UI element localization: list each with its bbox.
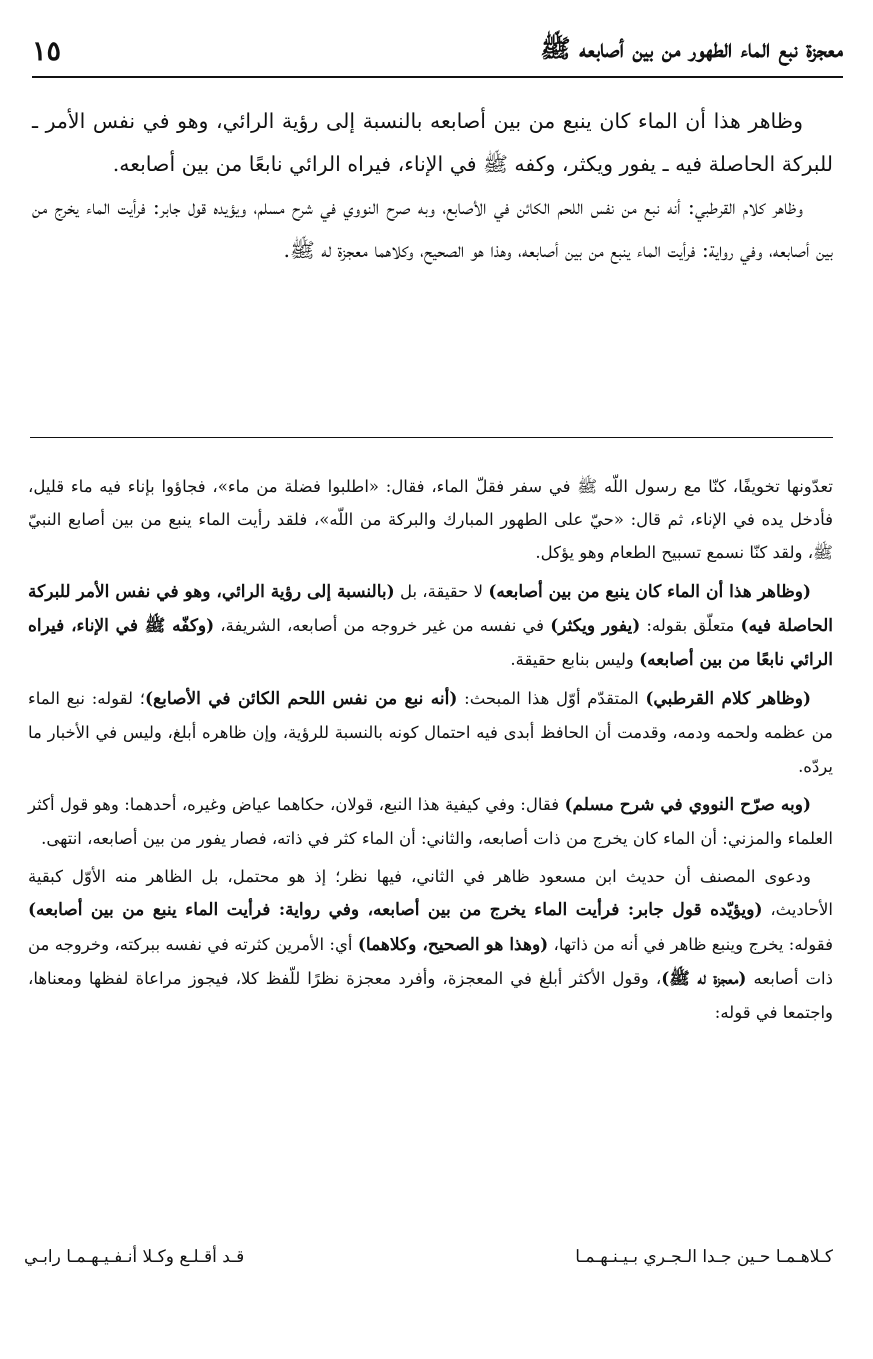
verse-second-hemistich: قـد أقـلـع وكـلا أنـفـيـهـمـا رابـي <box>24 1247 245 1267</box>
commentary-paragraph <box>28 860 833 1029</box>
quoted-matn: (معجزة له ﷺ) <box>661 968 747 989</box>
page-number: ١٥ <box>32 35 62 67</box>
commentary-text-run: في نفسه من غير خروجه من أصابعه، الشريفة، <box>214 615 551 635</box>
commentary-text-run: ؛ لقوله: نبع الماء من عظمه ولحمه ودمه، وقدمت أن الحافظ أبدى فيه احتمال كونه بالنسبة للرؤية، وإن ظاهره أبلغ، وليس في الأخبار ما يردّه. <box>28 689 833 776</box>
commentary-text-run: وليس بنابع حقيقة. <box>510 650 640 670</box>
quoted-matn: (يفور ويكثر) <box>550 615 641 636</box>
quoted-matn: (وظاهر هذا أن الماء كان ينبع من بين أصابعه) <box>488 581 811 602</box>
commentary-paragraph <box>28 682 833 783</box>
commentary-paragraph <box>28 788 833 855</box>
commentary-text-run: فقوله: يخرج وينبع ظاهر في أنه من ذاتها، <box>548 934 833 954</box>
footnote-separator <box>30 437 833 438</box>
quoted-matn: (وظاهر كلام القرطبي) <box>645 689 811 710</box>
commentary-text-run: المتقدّم أوّل هذا المبحث: <box>457 689 646 709</box>
quoted-matn: (أنه نبع من نفس اللحم الكائن في الأصابع) <box>145 689 458 710</box>
page-header <box>32 26 843 78</box>
commentary-text-run: فقال: وفي كيفية هذا النبع، قولان، حكاهما عياض وغيره، أحدهما: وهو قول أكثر العلماء والمزني: أن الماء كان يخرج من ذات أصابعه، والثاني: أن الماء كثر في ذاته، فصار يفور من بين أصابعه، انتهى. <box>28 794 833 849</box>
main-text <box>32 100 833 272</box>
quoted-matn: (وكفّه ﷺ في الإناء، فيراه الرائي نابعًا من بين أصابعه) <box>28 615 833 671</box>
commentary-paragraph: تعدّونها تخويفًا، كنّا مع رسول اللّه ﷺ في سفر فقلّ الماء، فقال: «اطلبوا فضلة من ماء»، فجاؤوا بإناء فيه ماء قليل، فأدخل يده في الإناء، ثم قال: «حيّ على الطهور المبارك والبركة من اللّه»، فلقد رأيت الماء ينبع من بين أصابع النبيّ ﷺ، ولقد كنّا نسمع تسبيح الطعام وهو يؤكل. <box>28 477 833 563</box>
verse-first-hemistich: كـلاهـمـا حـين جـدا الـجـري بـيـنـهـمـا <box>575 1247 833 1267</box>
commentary-text-run: أي: الأمرين كثرته في نفسه ببركته، وخروجه من ذات أصابعه <box>28 934 833 988</box>
commentary-text <box>28 470 833 1029</box>
commentary-text-run: ودعوى المصنف أن حديث ابن مسعود ظاهر في الثاني، فيها نظر؛ إذ هو محتمل، بل الظاهر منه الأوّل كبقية الأحاديث، <box>28 867 834 920</box>
main-paragraph: وظاهر كلام القرطبي: أنه نبع من نفس اللحم الكائن في الأصابع، وبه صرح النووي في شرح مسلم، ويؤيده قول جابر: فرأيت الماء يخرج من بين أصابعه، وفي رواية: فرأيت الماء ينبع من بين أصابعه، وهذا هو الصحيح، وكلاهما معجزة له ﷺ. <box>32 195 833 262</box>
commentary-text-run: ، وقول الأكثر أبلغ في المعجزة، وأفرد معجزة نظرًا للّفظ كلا، فيجوز مراعاة لفظها ومعناها، واجتمعا في قوله: <box>28 968 833 1023</box>
running-title: معجزة نبع الماء الطهور من بين أصابعه ﷺ <box>540 33 843 63</box>
quoted-matn: (وبه صرّح النووي في شرح مسلم) <box>564 794 811 815</box>
poetry-verse <box>24 1240 833 1274</box>
commentary-paragraph <box>28 575 833 678</box>
quoted-matn: (وهذا هو الصحيح، وكلاهما) <box>357 934 549 955</box>
main-paragraph: وظاهر هذا أن الماء كان ينبع من بين أصابعه بالنسبة إلى رؤية الرائي، وهو في نفس الأمر ـ للبركة الحاصلة فيه ـ يفور ويكثر، وكفه ﷺ في الإناء، فيراه الرائي نابعًا من بين أصابعه. <box>32 109 833 176</box>
quoted-matn: (ويؤيّده قول جابر: فرأيت الماء يخرج من بين أصابعه، وفي رواية: فرأيت الماء ينبع من بين أصابعه) <box>28 900 763 921</box>
commentary-text-run: متعلّق بقوله: <box>640 615 741 635</box>
commentary-text-run: لا حقيقة، بل <box>394 581 489 601</box>
quoted-matn: (بالنسبة إلى رؤية الرائي، وهو في نفس الأمر للبركة الحاصلة فيه) <box>28 581 833 636</box>
